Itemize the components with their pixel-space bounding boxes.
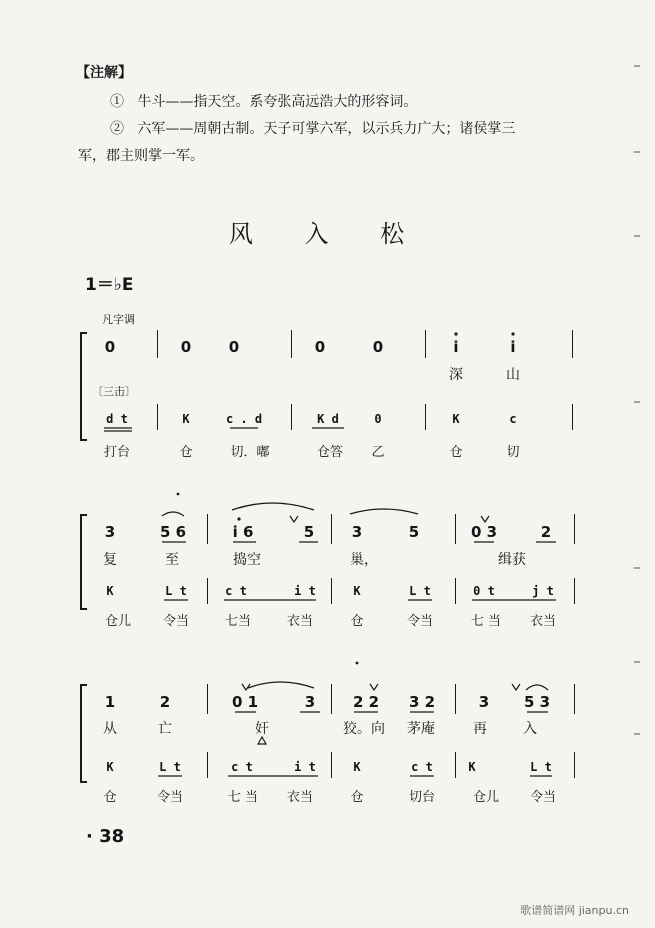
lyric: 从 [103, 721, 117, 737]
melody-note: 3 [351, 523, 363, 541]
melody-note: 3 [104, 523, 116, 541]
drum-word: 令当 [406, 614, 434, 629]
drum-word: 打台 [103, 445, 131, 460]
drum-syllable: K [452, 412, 460, 426]
melody-note: 0 [180, 338, 192, 356]
triangle-mark [258, 737, 266, 744]
slur [526, 685, 548, 690]
accent-mark [242, 684, 250, 690]
drum-syllable: 0 [374, 412, 382, 426]
percussion-label: 〔三击〕 [92, 385, 136, 398]
drum-word: 仓 [179, 445, 193, 460]
drum-word: 仓 [350, 790, 364, 805]
drum-syllable: i t [294, 760, 316, 774]
melody-note: 2 [540, 523, 552, 541]
lyric: 茅庵 [407, 721, 435, 737]
lyric: 入 [523, 721, 537, 737]
slur [232, 503, 314, 510]
lyric: 奸 [255, 721, 269, 737]
drum-word: 仓 [449, 445, 463, 460]
melody-note: 5 [303, 523, 315, 541]
melody-note: 5 [408, 523, 420, 541]
drum-syllable: L t [409, 584, 431, 598]
melody-note: i [453, 338, 459, 356]
melody-note: 0 [372, 338, 384, 356]
note-2-continuation: 军，郡主则掌一军。 [78, 148, 204, 164]
drum-word: 七 当 [227, 790, 259, 805]
melody-note: 1 [104, 693, 116, 711]
lyric: 缉获 [498, 552, 526, 568]
lyric: 深 [449, 367, 463, 383]
drum-syllable: L t [165, 584, 187, 598]
drum-word: 仓 [103, 790, 117, 805]
tune-mode-label: 凡字调 [102, 313, 135, 326]
drum-syllable: d t [106, 412, 128, 426]
drum-word: 七 当 [470, 614, 502, 629]
drum-word: 令当 [162, 614, 190, 629]
drum-word: 衣当 [286, 790, 314, 805]
melody-note: 2 2 [352, 693, 380, 711]
accent-mark [481, 516, 489, 522]
drum-syllable: c . d [225, 412, 263, 426]
melody-note: 2 [159, 693, 171, 711]
song-title: 风 入 松 [228, 220, 427, 248]
drum-word: 切 [506, 445, 520, 460]
drum-word: 衣当 [529, 614, 557, 629]
slur [162, 512, 184, 516]
accent-mark [370, 684, 378, 690]
note-1-number: ① [110, 94, 124, 110]
watermark: 歌谱简谱网 jianpu.cn [520, 904, 629, 917]
drum-word: 乙 [371, 445, 385, 460]
lyric: 至 [165, 552, 179, 568]
drum-syllable: K [468, 760, 476, 774]
lyric: 复 [103, 552, 117, 568]
drum-syllable: K [182, 412, 190, 426]
melody-note: 0 [314, 338, 326, 356]
melody-note: 0 1 [231, 693, 259, 711]
drum-word: 仓儿 [472, 790, 500, 805]
drum-word: 仓 [350, 614, 364, 629]
melody-note: i [510, 338, 516, 356]
page-number: · 38 [86, 826, 125, 847]
melody-note: 0 [228, 338, 240, 356]
drum-syllable: c t [411, 760, 433, 774]
accent-mark [290, 516, 298, 522]
melody-note: 5 6 [159, 523, 187, 541]
lyric: 山 [506, 367, 520, 383]
drum-syllable: K [106, 584, 114, 598]
drum-syllable: j t [532, 584, 554, 598]
lyric: 狡。向 [343, 721, 385, 737]
drum-syllable: K [353, 760, 361, 774]
slur [248, 682, 314, 688]
drum-syllable: L t [530, 760, 552, 774]
lyric: 巢， [350, 552, 378, 568]
drum-syllable: c t [231, 760, 253, 774]
drum-syllable: K d [317, 412, 339, 426]
note-2-number: ② [110, 121, 124, 137]
drum-syllable: 0 t [473, 584, 495, 598]
key-signature: 1＝♭E [85, 275, 134, 295]
slur [350, 509, 418, 514]
drum-word: 衣当 [286, 614, 314, 629]
drum-word: 仓儿 [104, 614, 132, 629]
drum-word: 仓答 [316, 445, 344, 460]
drum-word: 令当 [156, 790, 184, 805]
melody-note: 0 [104, 338, 116, 356]
drum-word: 切台 [408, 790, 436, 805]
note-2-text: 六军——周朝古制。天子可掌六军，以示兵力广大；诸侯掌三 [137, 121, 516, 137]
drum-syllable: c t [225, 584, 247, 598]
melody-note: 5 3 [523, 693, 551, 711]
melody-note: 3 [478, 693, 490, 711]
drum-syllable: c [509, 412, 517, 426]
lyric: 再 [473, 721, 487, 737]
melody-note: i 6 [232, 523, 254, 541]
drum-word: 切．嘟 [230, 445, 270, 460]
melody-note: 0 3 [470, 523, 498, 541]
notes-heading: 【注解】 [76, 65, 132, 81]
drum-syllable: i t [294, 584, 316, 598]
drum-syllable: L t [159, 760, 181, 774]
accent-mark [512, 684, 520, 690]
drum-word: 令当 [529, 790, 557, 805]
drum-syllable: K [106, 760, 114, 774]
note-1-text: 牛斗——指天空。系夸张高远浩大的形容词。 [137, 94, 418, 110]
melody-note: 3 2 [408, 693, 436, 711]
lyric: 亡 [158, 721, 172, 737]
drum-word: 七当 [224, 614, 252, 629]
drum-syllable: K [353, 584, 361, 598]
melody-note: 3 [304, 693, 316, 711]
lyric: 捣空 [233, 552, 261, 568]
